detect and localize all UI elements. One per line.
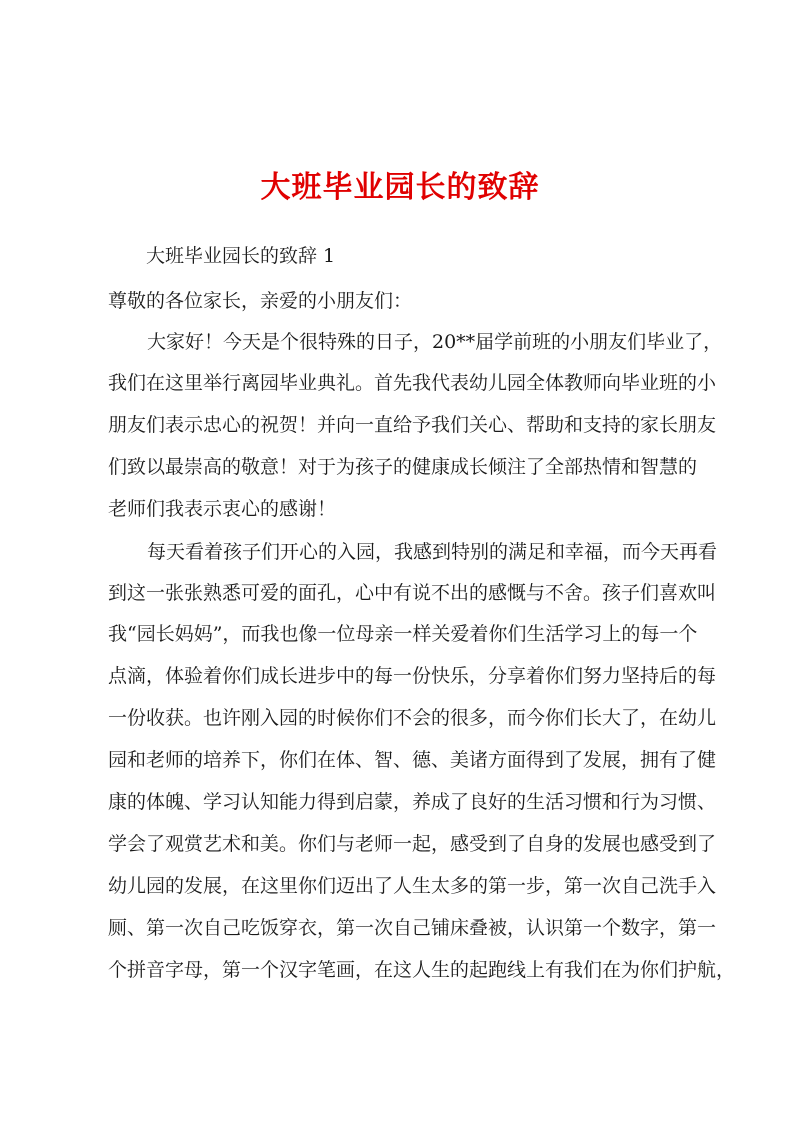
document-subtitle: 大班毕业园长的致辞 1 bbox=[146, 245, 336, 267]
paragraph-2-line-3: 我“园长妈妈”，而我也像一位母亲一样关爱着你们生活学习上的每一个 bbox=[108, 623, 698, 645]
paragraph-2-line-1: 每天看着孩子们开心的入园，我感到特别的满足和幸福，而今天再看 bbox=[147, 541, 718, 563]
paragraph-2-line-10: 厕、第一次自己吃饭穿衣，第一次自己铺床叠被，认识第一个数字，第一 bbox=[108, 917, 717, 939]
paragraph-1-line-2: 我们在这里举行离园毕业典礼。首先我代表幼儿园全体教师向毕业班的小 bbox=[108, 372, 717, 394]
paragraph-2-line-11: 个拼音字母，第一个汉字笔画，在这人生的起跑线上有我们在为你们护航， bbox=[108, 959, 736, 981]
document-title: 大班毕业园长的致辞 bbox=[260, 170, 540, 205]
paragraph-2-line-2: 到这一张张熟悉可爱的面孔，心中有说不出的感慨与不舍。孩子们喜欢叫 bbox=[108, 582, 717, 604]
paragraph-2-line-7: 康的体魄、学习认知能力得到启蒙，养成了良好的生活习惯和行为习惯、 bbox=[108, 791, 717, 813]
paragraph-1-line-5: 老师们我表示衷心的感谢！ bbox=[108, 498, 337, 520]
paragraph-1-line-3: 朋友们表示忠心的祝贺！并向一直给予我们关心、帮助和支持的家长朋友 bbox=[108, 414, 717, 436]
paragraph-2-line-6: 园和老师的培养下，你们在体、智、德、美诸方面得到了发展，拥有了健 bbox=[108, 749, 717, 771]
paragraph-2-line-9: 幼儿园的发展，在这里你们迈出了人生太多的第一步，第一次自己洗手入 bbox=[108, 875, 717, 897]
paragraph-1-line-1: 大家好！今天是个很特殊的日子，20**届学前班的小朋友们毕业了， bbox=[147, 331, 723, 353]
paragraph-1-line-4: 们致以最崇高的敬意！对于为孩子的健康成长倾注了全部热情和智慧的 bbox=[108, 456, 698, 478]
paragraph-2-line-4: 点滴，体验着你们成长进步中的每一份快乐，分享着你们努力坚持后的每 bbox=[108, 665, 717, 687]
paragraph-2-line-8: 学会了观赏艺术和美。你们与老师一起，感受到了自身的发展也感受到了 bbox=[108, 833, 717, 855]
paragraph-2-line-5: 一份收获。也许刚入园的时候你们不会的很多，而今你们长大了，在幼儿 bbox=[108, 707, 717, 729]
greeting-line: 尊敬的各位家长，亲爱的小朋友们： bbox=[108, 290, 413, 312]
